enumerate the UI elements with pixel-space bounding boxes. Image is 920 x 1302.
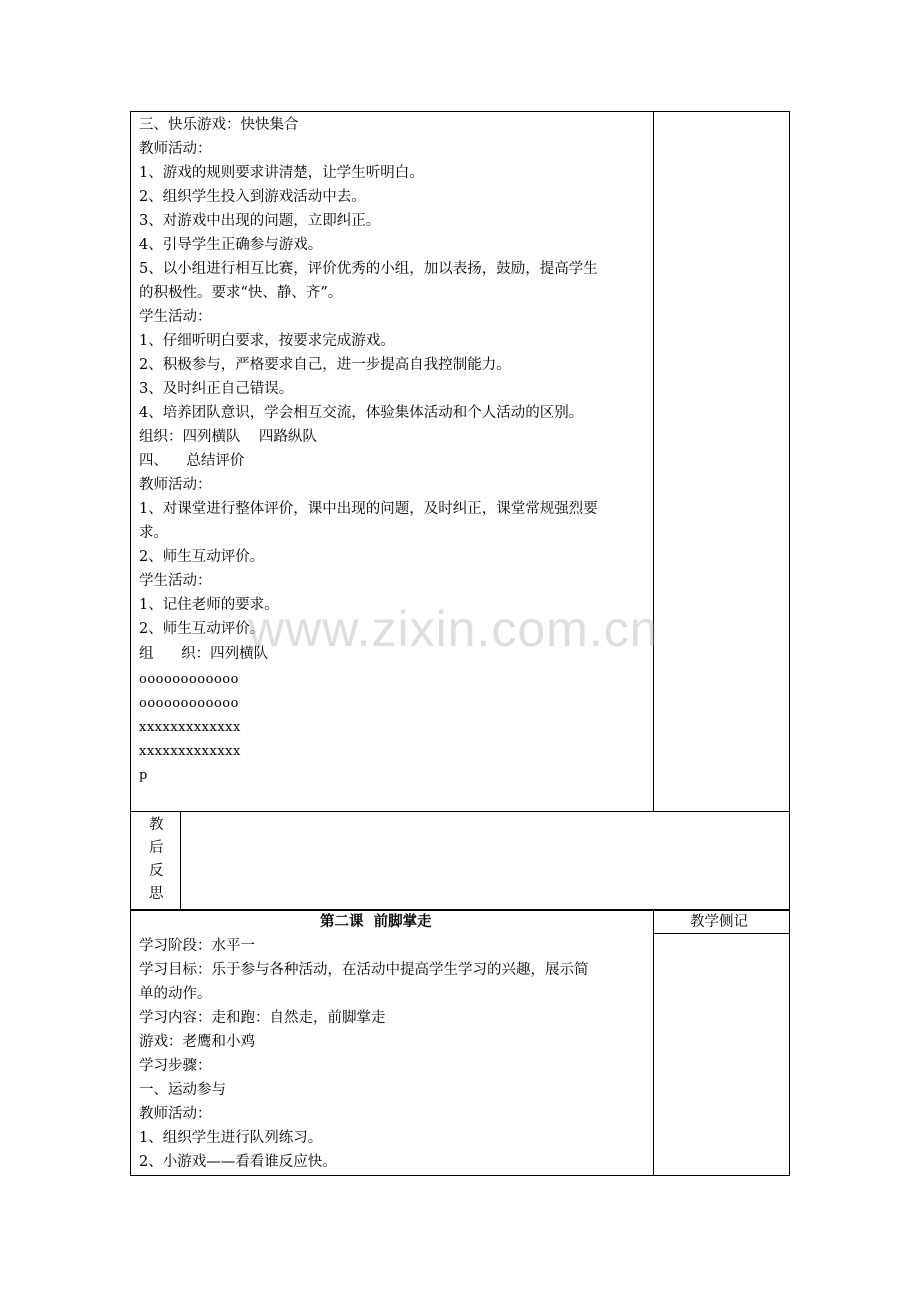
lesson2-title: 第二课 前脚掌走 — [320, 913, 432, 930]
reflection-char: 后 — [149, 840, 164, 856]
reflection-char: 反 — [149, 863, 164, 879]
text-line: 学生活动： — [139, 309, 212, 325]
text-line: 组织：四列横队 四路纵队 — [139, 429, 317, 445]
text-line: 2、师生互动评价。 — [139, 549, 265, 565]
text-line: 一、运动参与 — [139, 1082, 226, 1098]
text-line: 2、小游戏——看看谁反应快。 — [139, 1154, 337, 1170]
text-line: 组 织：四列横队 — [139, 646, 269, 662]
text-line: 游戏：老鹰和小鸡 — [139, 1034, 255, 1050]
formation-row: p — [139, 768, 148, 783]
text-line: 的积极性。要求“快、静、齐”。 — [139, 285, 343, 301]
side-column-divider — [653, 111, 654, 811]
text-line: 1、对课堂进行整体评价，课中出现的问题，及时纠正，课堂常规强烈要 — [139, 501, 598, 517]
reflection-char: 思 — [149, 886, 164, 902]
text-line: 1、组织学生进行队列练习。 — [139, 1130, 323, 1146]
text-line: 三、快乐游戏：快快集合 — [139, 117, 299, 133]
text-line: 学习目标：乐于参与各种活动，在活动中提高学生学习的兴趣，展示简 — [139, 962, 589, 978]
text-line: 学习阶段：水平一 — [139, 938, 255, 954]
side-column-divider-2 — [653, 909, 654, 1176]
text-line: 1、记住老师的要求。 — [139, 597, 279, 613]
text-line: 教师活动： — [139, 1106, 212, 1122]
reflection-char: 教 — [149, 817, 164, 833]
text-line: 4、培养团队意识，学会相互交流，体验集体活动和个人活动的区别。 — [139, 405, 584, 421]
text-line: 四、 总结评价 — [139, 453, 245, 469]
text-line: 教师活动： — [139, 477, 212, 493]
row-divider-reflection — [130, 811, 790, 812]
text-line: 单的动作。 — [139, 986, 212, 1002]
text-line: 3、对游戏中出现的问题，立即纠正。 — [139, 213, 381, 229]
side-notes-header: 教学侧记 — [690, 914, 748, 930]
text-line: 4、引导学生正确参与游戏。 — [139, 237, 323, 253]
text-line: 3、及时纠正自己错误。 — [139, 381, 294, 397]
reflection-label-divider — [180, 811, 181, 910]
text-line: 学习内容：走和跑：自然走，前脚掌走 — [139, 1010, 386, 1026]
text-line: 2、组织学生投入到游戏活动中去。 — [139, 189, 366, 205]
side-header-divider — [653, 933, 790, 934]
formation-row: xxxxxxxxxxxxx — [139, 744, 241, 759]
text-line: 2、师生互动评价。 — [139, 621, 265, 637]
text-line: 求。 — [139, 525, 168, 541]
text-line: 5、以小组进行相互比赛，评价优秀的小组，加以表扬，鼓励，提高学生 — [139, 261, 598, 277]
formation-row: xxxxxxxxxxxxx — [139, 720, 241, 735]
text-line: 2、积极参与，严格要求自己，进一步提高自我控制能力。 — [139, 357, 511, 373]
formation-row: oooooooooooo — [139, 672, 239, 687]
text-line: 1、仔细听明白要求，按要求完成游戏。 — [139, 333, 395, 349]
watermark: www.zixin.com.cn — [248, 601, 659, 657]
text-line: 教师活动： — [139, 141, 212, 157]
text-line: 1、游戏的规则要求讲清楚，让学生听明白。 — [139, 165, 424, 181]
text-line: 学生活动： — [139, 573, 212, 589]
formation-row: oooooooooooo — [139, 696, 239, 711]
text-line: 学习步骤： — [139, 1058, 212, 1074]
